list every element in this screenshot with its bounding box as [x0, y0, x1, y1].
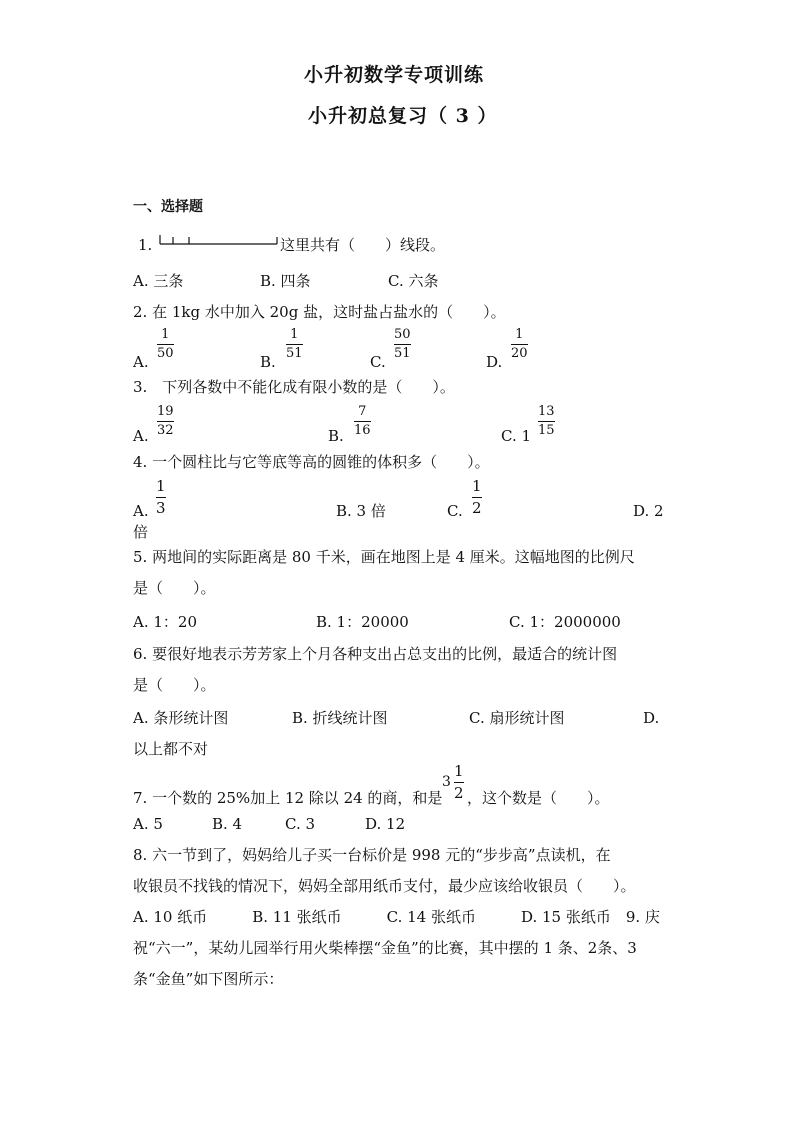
q7-option-b: B. 4	[212, 815, 243, 833]
q2-fraction-c: 50 51	[394, 327, 411, 361]
q3-label-a: A.	[133, 427, 149, 445]
q2-fraction-a: 1 50	[157, 327, 174, 361]
q3-fraction-c: 13 15	[538, 404, 555, 438]
q6-option-d: D.	[643, 709, 660, 727]
q3-label-b: B.	[328, 427, 344, 445]
line-segment-figure	[159, 233, 279, 247]
q8-text-line1: 8. 六一节到了，妈妈给儿子买一台标价是 998 元的“步步高”点读机，在	[133, 846, 611, 864]
q3-fraction-b: 7 16	[354, 404, 371, 438]
q1-option-a: A. 三条	[133, 272, 184, 290]
q5-text-line1: 5. 两地间的实际距离是 80 千米，画在地图上是 4 厘米。这幅地图的比例尺	[133, 548, 635, 566]
q4-fraction-a: 1 3	[156, 477, 166, 517]
q2-label-c: C.	[370, 353, 386, 371]
q6-option-a: A. 条形统计图	[133, 709, 229, 727]
q4-option-d-tail: 倍	[133, 523, 149, 541]
q4-option-d: D. 2	[633, 502, 664, 520]
q4-option-b: B. 3 倍	[336, 502, 386, 520]
q8-text-line2: 收银员不找钱的情况下，妈妈全部用纸币支付，最少应该给收银员（ ）。	[133, 877, 636, 895]
q7-option-a: A. 5	[133, 815, 163, 833]
q5-option-a: A. 1：20	[133, 613, 197, 631]
q7-option-d: D. 12	[365, 815, 406, 833]
q7-mixed-whole: 3	[442, 774, 451, 790]
q7-text-b: ，这个数是（ ）。	[467, 789, 610, 807]
q6-option-c: C. 扇形统计图	[469, 709, 565, 727]
q5-text-line2: 是（ ）。	[133, 579, 216, 597]
q9-text-line2: 条“金鱼”如下图所示：	[133, 970, 284, 988]
q3-fraction-a: 19 32	[157, 404, 174, 438]
q6-option-b: B. 折线统计图	[292, 709, 388, 727]
section-heading: 一、选择题	[133, 199, 203, 215]
q6-text-line1: 6. 要很好地表示芳芳家上个月各种支出占总支出的比例，最适合的统计图	[133, 645, 618, 663]
q5-option-c: C. 1：2000000	[509, 613, 621, 631]
q2-text: 2. 在 1kg 水中加入 20g 盐，这时盐占盐水的（ ）。	[133, 303, 506, 321]
q5-option-b: B. 1：20000	[316, 613, 409, 631]
q8-options-line: A. 10 纸币 B. 11 张纸币 C. 14 张纸币 D. 15 张纸币 9. 庆	[133, 908, 660, 926]
q7-text-a: 7. 一个数的 25%加上 12 除以 24 的商，和是	[133, 789, 443, 807]
page-subtitle: 小升初总复习（ 3 ）	[308, 105, 498, 127]
q3-text: 3. 下列各数中不能化成有限小数的是（ ）。	[133, 378, 455, 396]
q2-label-a: A.	[133, 353, 149, 371]
q2-label-b: B.	[260, 353, 276, 371]
q6-option-d-tail: 以上都不对	[133, 740, 209, 758]
q1-option-c: C. 六条	[388, 272, 439, 290]
q2-fraction-b: 1 51	[286, 327, 303, 361]
q1-option-b: B. 四条	[260, 272, 311, 290]
q1-text: 这里共有（ ）线段。	[280, 236, 446, 254]
page-title: 小升初数学专项训练	[304, 64, 485, 86]
q9-text-line1: 祝“六一”，某幼儿园举行用火柴棒摆“金鱼”的比赛，其中摆的 1 条、2条、3	[133, 939, 637, 957]
q3-label-c: C. 1	[501, 427, 532, 445]
q4-text: 4. 一个圆柱比与它等底等高的圆锥的体积多（ ）。	[133, 453, 490, 471]
q6-text-line2: 是（ ）。	[133, 676, 216, 694]
q4-label-c: C.	[447, 502, 463, 520]
q1-number: 1.	[138, 236, 153, 254]
q7-mixed-fraction: 1 2	[454, 762, 464, 802]
q4-label-a: A.	[133, 502, 149, 520]
q7-option-c: C. 3	[285, 815, 316, 833]
q2-label-d: D.	[486, 353, 503, 371]
q2-fraction-d: 1 20	[511, 327, 528, 361]
q4-fraction-c: 1 2	[472, 477, 482, 517]
